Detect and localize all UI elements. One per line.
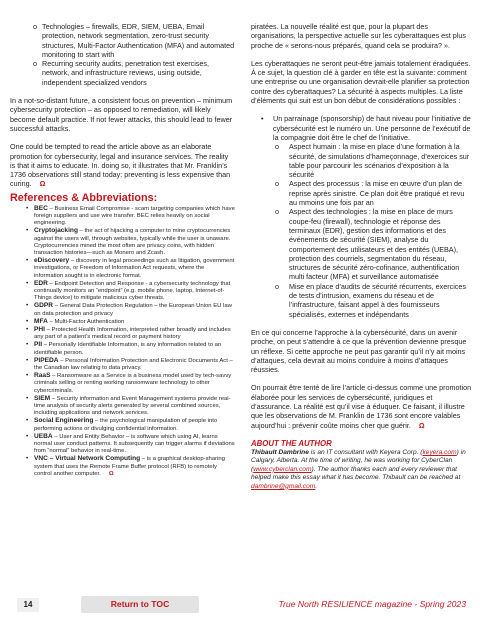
page-number: 14 (17, 598, 39, 612)
sub-bullet-text: Aspect des processus : la mise en œuvre d’un plan de reprise après sinistre. Ce plan doit être pratiqué et revu au mmoins une fois par an (289, 179, 465, 208)
reference-term: PIPEDA (34, 356, 59, 364)
bullet-icon: • (261, 114, 264, 124)
reference-item (26, 455, 235, 478)
bullet-icon: • (26, 417, 29, 425)
return-to-toc-button[interactable]: Return to TOC (81, 596, 199, 613)
reference-term: PHI (34, 326, 45, 333)
intro-bullet (10, 59, 235, 87)
email-link[interactable]: dambrine@gmail.com (251, 482, 316, 490)
circle-bullet-icon: o (275, 281, 279, 291)
author-bio-text: ). The author thanks each and every reviewer that helped make this essay what it has become. Thibault can be reached at (251, 465, 461, 482)
reference-definition: – Endpoint Detection and Response - a cybersecurity technology that continually monitors an “endpoint” (e.g. mobile phone, laptop, Internet-of-Things device) to mitigate malicious cyber threats. (34, 280, 231, 302)
sub-bullet-text: Aspect des technologies : la mise en place de murs coupe-feu (firewall), technologie et réponse des terminaux (EDR), gestion des informations et des événements de sécurité (SIEM), analyse du comportement des utilisateurs et des entités (UEBA), protection des courriels, segmentation du réseau, structures de sécurité zéro-cofinance, authentification multi facteur (MFA) et surveillance automatisée (289, 207, 460, 282)
sub-bullet (251, 207, 472, 281)
reference-definition: – is a graphical desktop-sharing system that uses the Remote Frame Buffer protocol (RFB) to remotely control another computer. (34, 456, 225, 477)
circle-bullet-icon: o (33, 22, 37, 31)
reference-term: EDR (34, 279, 48, 287)
reference-definition: – Ransomware as a Service is a business model used by tech-savvy criminals selling or renting working ransomware technology to other cybercriminals. (34, 373, 232, 394)
sub-bullet-text: Mise en place d’audits de sécurité récurrents, exercices de tests d’intrusion, examens du réseau et de l’infrastructure, faisant appel à des fournisseurs spécialisés, externes et indépendants (289, 281, 466, 319)
author-bio (251, 449, 472, 491)
bullet-icon: • (26, 356, 29, 364)
reference-item (26, 302, 235, 317)
references-heading: References & Abbreviations: (10, 191, 158, 204)
reference-item (26, 326, 235, 341)
bullet-item (251, 114, 472, 142)
reference-definition: – Multi-Factor Authentication (47, 318, 125, 325)
intro-bullet-list (10, 22, 235, 87)
reference-item (26, 417, 235, 432)
reference-definition: – the psychological manipulation of people into performing actions or divulging confidential information. (34, 418, 218, 432)
reference-item (26, 227, 235, 257)
author-bio-text: is an IT consultant with Keyera Corp. ( (308, 448, 423, 456)
reference-definition: – Security information and Event Management systems provide real-time analysis of security alerts generated by several combined sources, including applications and network services. (34, 395, 231, 417)
circle-bullet-icon: o (33, 59, 37, 69)
magazine-title: True North RESILIENCE magazine - Spring 2023 (278, 599, 466, 609)
reference-term: Cryptojacking (34, 227, 78, 235)
reference-definition: – discovery in legal proceedings such as litigation, government investigations, or Freedom of Information Act requests, where the information sought is in electronic format. (34, 258, 235, 279)
paragraph (251, 383, 472, 429)
intro-bullet-text: Recurring security audits, penetration test exercises, network, and infrastructure reviews, using outside, independent specialized vendors (42, 59, 209, 87)
reference-item (26, 341, 235, 356)
bullet-icon: • (26, 257, 29, 265)
bullet-icon: • (26, 227, 29, 235)
reference-item (26, 395, 235, 418)
reference-definition: – User and Entity Behavior – is software which using AI, learns normal user conduct patterns. It subsequently can trigger alarms if deviations from “normal” behavior in real-time. (34, 433, 235, 455)
intro-bullet (10, 22, 235, 59)
reference-definition: – the act of hijacking a computer to mine cryptocurrencies against the users will, through websites, typically while the user is unaware. Cryptocurrencies mined the most often are privacy coins, with hidden transaction histories—such as Monero and Zcash. (34, 228, 231, 256)
reference-term: GDPR (34, 302, 54, 310)
reference-term: SIEM (34, 394, 51, 402)
left-column (10, 22, 235, 478)
reference-term: eDiscovery (34, 257, 70, 265)
bullet-icon: • (26, 432, 29, 440)
sub-bullet-list (251, 142, 472, 319)
reference-item (26, 257, 235, 280)
omega-end-mark: Ω (39, 179, 46, 189)
circle-bullet-icon: o (275, 179, 279, 189)
paragraph-text: On pourrait être tenté de lire l’article ci-dessus comme une promotion élaborée pour les services de cybersécurité, juridiques et d’assurance. La réalité est qu’il vise à éduquer. Ce faisant, il illustre que les observations de M. Franklin de 1736 sont encore valables aujourd’hui : prévenir coûte moins cher que guérir. (251, 383, 472, 430)
sub-bullet (251, 179, 472, 207)
bullet-icon: • (26, 302, 29, 310)
circle-bullet-icon: o (275, 142, 279, 152)
author-name: Thibault Dambrine (251, 448, 309, 456)
bullet-text: Un parrainage (sponsorship) de haut niveau pour l’initiative de cybersécurité est le numéro un. Une personne de l’exécutif de la compagnie doit être le chef de l’initiative. (273, 114, 471, 142)
author-bio-text: . (315, 482, 318, 490)
reference-item (26, 357, 235, 372)
right-column (251, 22, 472, 491)
omega-end-mark: Ω (108, 470, 114, 477)
author-bio-text: ) in Calgary, Alberta. At the time of writing, he was working for CyberClan ( (251, 448, 466, 473)
reference-definition: – Business Email Compromise - scam targeting companies which have foreign suppliers and use wire transfer. BEC relies heavily on social engineering. (34, 205, 235, 227)
bullet-icon: • (26, 394, 29, 402)
intro-bullet-text: Technologies – firewalls, EDR, SIEM, UEBA, Email protection, network segmentation, zero-trust security structures, Multi-Factor Authentication (MFA) and automated monitoring to start with (42, 22, 235, 59)
sub-bullet-text: Aspect humain : la mise en place d’une formation à la sécurité, de simulations d’hameçonnage, d’exercices sur table pour parcourir les scénarios d’exposition à la sécurité (289, 142, 470, 180)
paragraph: In a not-so-distant future, a consistent focus on prevention – minimum cybersecurity protection – as opposed to remediation, will likely become default practice. If not fewer attacks, this should lead to fewer successful attacks. (10, 96, 233, 133)
sub-bullet (251, 142, 472, 179)
bullet-icon: • (26, 317, 29, 325)
reference-item (26, 280, 235, 303)
reference-term: BEC (34, 204, 48, 212)
bullet-icon: • (26, 204, 29, 212)
about-author-heading: ABOUT THE AUTHOR (251, 438, 332, 448)
keyera-link[interactable]: keyera.com (422, 448, 457, 456)
paragraph: piratées. La nouvelle réalité est que, pour la plupart des organisations, la perspective actuelle sur les cyberattaques est plus proche de « serons-nous préparés, quand cela se produira? ». (251, 22, 466, 50)
bullet-icon: • (26, 326, 29, 333)
sub-bullet (251, 282, 472, 319)
reference-definition: – General Data Protection Regulation – the European Union EU law on data protection and privacy (34, 303, 232, 317)
reference-term: UEBA (34, 432, 53, 440)
reference-term: Social Engineering (34, 417, 94, 425)
omega-end-mark: Ω (418, 420, 425, 430)
reference-item (26, 433, 235, 456)
bullet-icon: • (26, 455, 29, 463)
reference-term: MFA (34, 317, 48, 325)
paragraph-text: One could be tempted to read the article above as an elaborate promotion for cybersecurity, legal and insurance services. The reality is that it aims to educate. In. doing so, it illustrates that Mr. Franklin’s 1736 observations still stand today: preventing is less expensive than curing. (10, 142, 231, 189)
bullet-icon: • (26, 279, 29, 287)
paragraph: En ce qui concerne l’approche à la cybersécurité, dans un avenir proche, on peut s’attendre à ce que la prévention devienne presque un réflexe. Si cette approche ne peut pas garantir qu’il n’y ait moins d’attaques, cela devrait au moins conduire à moins d’attaques réussies. (251, 327, 467, 375)
reference-term: VNC – Virtual Network Computing (34, 455, 141, 463)
reference-item (26, 205, 235, 228)
reference-definition: – Personally Identifiable Information, is any information related to an identifiable person. (34, 342, 222, 356)
bullet-icon: • (26, 341, 29, 349)
reference-term: RaaS (34, 372, 51, 380)
reference-definition: – Personal Information Protection and Electronic Documents Act – the Canadian law relating to data privacy. (34, 357, 233, 372)
references-list (26, 205, 235, 478)
reference-term: PII (34, 341, 43, 349)
paragraph: Les cyberattaques ne seront peut-être jamais totalement éradiquées. À ce sujet, la question clé à garder en tête est la suivante: comment une entreprise ou une organisation devrait-elle planifier sa protection contre des cyberattaques? La sécurité à aspects multiples. La liste d’éléments qui suit est un bon début de considérations possibles : (251, 58, 471, 106)
reference-definition: – Protected Health Information, interpreted rather broadly and includes any part of a patient’s medical record or payment history (34, 327, 231, 341)
page-footer (0, 595, 480, 617)
bullet-icon: • (26, 372, 29, 380)
paragraph (10, 142, 235, 188)
reference-item (26, 318, 235, 326)
reference-item (26, 372, 235, 395)
cyberclan-link[interactable]: www.cyberclan.com (253, 465, 312, 473)
circle-bullet-icon: o (275, 207, 279, 217)
